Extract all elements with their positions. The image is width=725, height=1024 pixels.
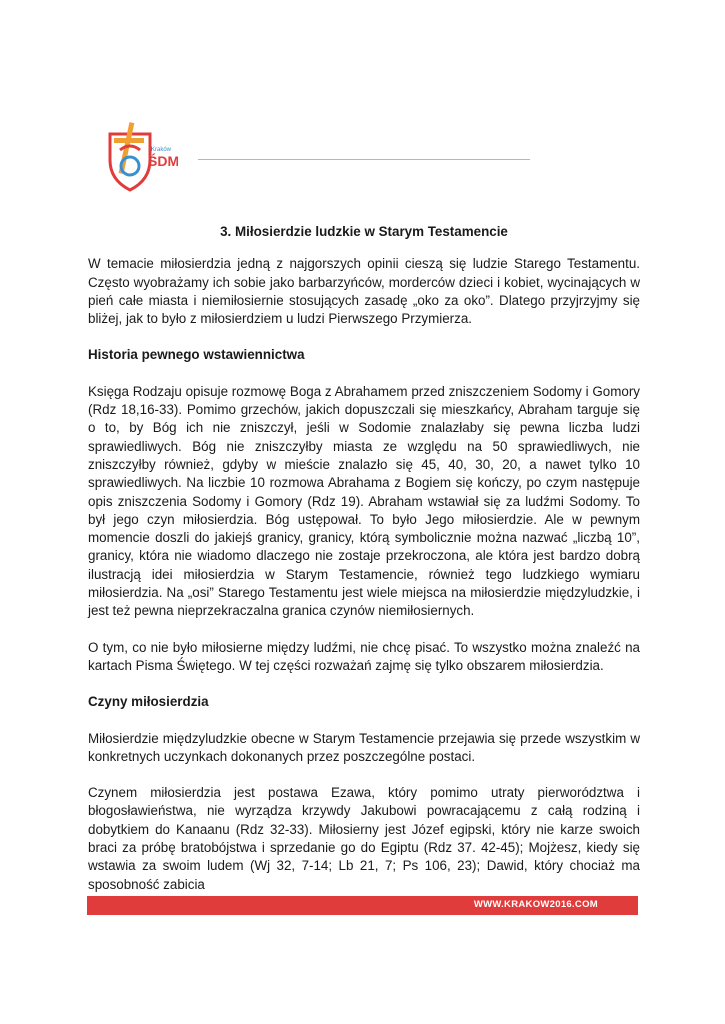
paragraph-abraham: Księga Rodzaju opisuje rozmowę Boga z Abrahamem przed zniszczeniem Sodomy i Gomory (Rdz 18,16-33). Pomimo grzechów, jakich dopuszczali się mieszkańcy, Abraham targuje się o to, by Bóg ich nie zniszczył, jeśli w Sodomie znalazłaby się pewna liczba ludzi sprawiedliwych. Bóg nie zniszczyłby miasta ze względu na 50 sprawiedliwych, nie zniszczyłby również, gdyby w mieście znalazło się 45, 40, 30, 20, a nawet tylko 10 sprawiedliwych. Na liczbie 10 rozmowa Abrahama z Bogiem się kończy, po czym następuje opis zniszczenia Sodomy i Gomory (Rdz 19). Abraham wstawiał się za ludźmi Sodomy. To był jego czyn miłosierdzia. Bóg ustępował. To było Jego miłosierdzie. Ale w pewnym momencie doszli do jakiejś granicy, granicy, którą symbolicznie można nazwać „liczbą 10”, granicy, która nie wiadomo dlaczego nie zostaje przekroczona, ale która jest bardzo dobrą ilustracją idei miłosierdzia w Starym Testamencie, również tego ludzkiego wymiaru miłosierdzia. Na „osi” Starego Testamentu jest wiele miejsca na miłosierdzie międzyludzkie, i jest też pewna nieprzekraczalna granica czynów niemiłosiernych. <box>88 383 640 619</box>
logo-main-text: ŚDM <box>148 153 178 169</box>
footer-bar <box>87 896 638 915</box>
paragraph-scope: O tym, co nie było miłosierne między ludźmi, nie chcę pisać. To wszystko można znaleźć na kartach Pisma Świętego. W tej części rozważań zajmę się tylko obszarem miłosierdzia. <box>88 639 640 673</box>
paragraph-miedzyludzkie: Miłosierdzie międzyludzkie obecne w Starym Testamencie przejawia się przede wszystkim w konkretnych uczynkach dokonanych przez poszczególne postaci. <box>88 730 640 764</box>
sdm-logo <box>102 120 178 194</box>
heading-czyny: Czyny miłosierdzia <box>88 694 209 710</box>
sdm-logo-graphic <box>102 120 178 194</box>
paragraph-intro: W temacie miłosierdzia jedną z najgorszych opinii cieszą się ludzie Starego Testamentu. Często wyobrażamy ich sobie jako barbarzyńców, morderców dzieci i kobiet, wycinających w pień całe miasta i niemiłosiernie stosujących zasadę „oko za oko”. Dlatego przyjrzyjmy się bliżej, jak to było z miłosierdziem u ludzi Pierwszego Przymierza. <box>88 256 640 327</box>
footer-url[interactable]: WWW.KRAKOW2016.COM <box>473 899 598 910</box>
paragraph-ezaw: Czynem miłosierdzia jest postawa Ezawa, który pomimo utraty pierworództwa i błogosławieństwa, nie wyrządza krzywdy Jakubowi powracającemu z całą rodziną i dobytkiem do Kanaanu (Rdz 32-33). Miłosierny jest Józef egipski, który nie karze swoich braci za próbę bratobójstwa i sprzedanie go do Egiptu (Rdz 37. 42-45); Mojżesz, kiedy się wstawia za swoim ludem (Wj 32, 7-14; Lb 21, 7; Ps 106, 23); Dawid, który chociaż ma sposobność zabicia <box>88 785 640 892</box>
document-title: 3. Miłosierdzie ludzkie w Starym Testamencie <box>220 224 508 239</box>
header-divider <box>198 159 530 160</box>
document-body <box>88 223 640 912</box>
logo-small-text: Kraków <box>151 147 172 153</box>
heading-historia: Historia pewnego wstawiennictwa <box>88 347 305 363</box>
